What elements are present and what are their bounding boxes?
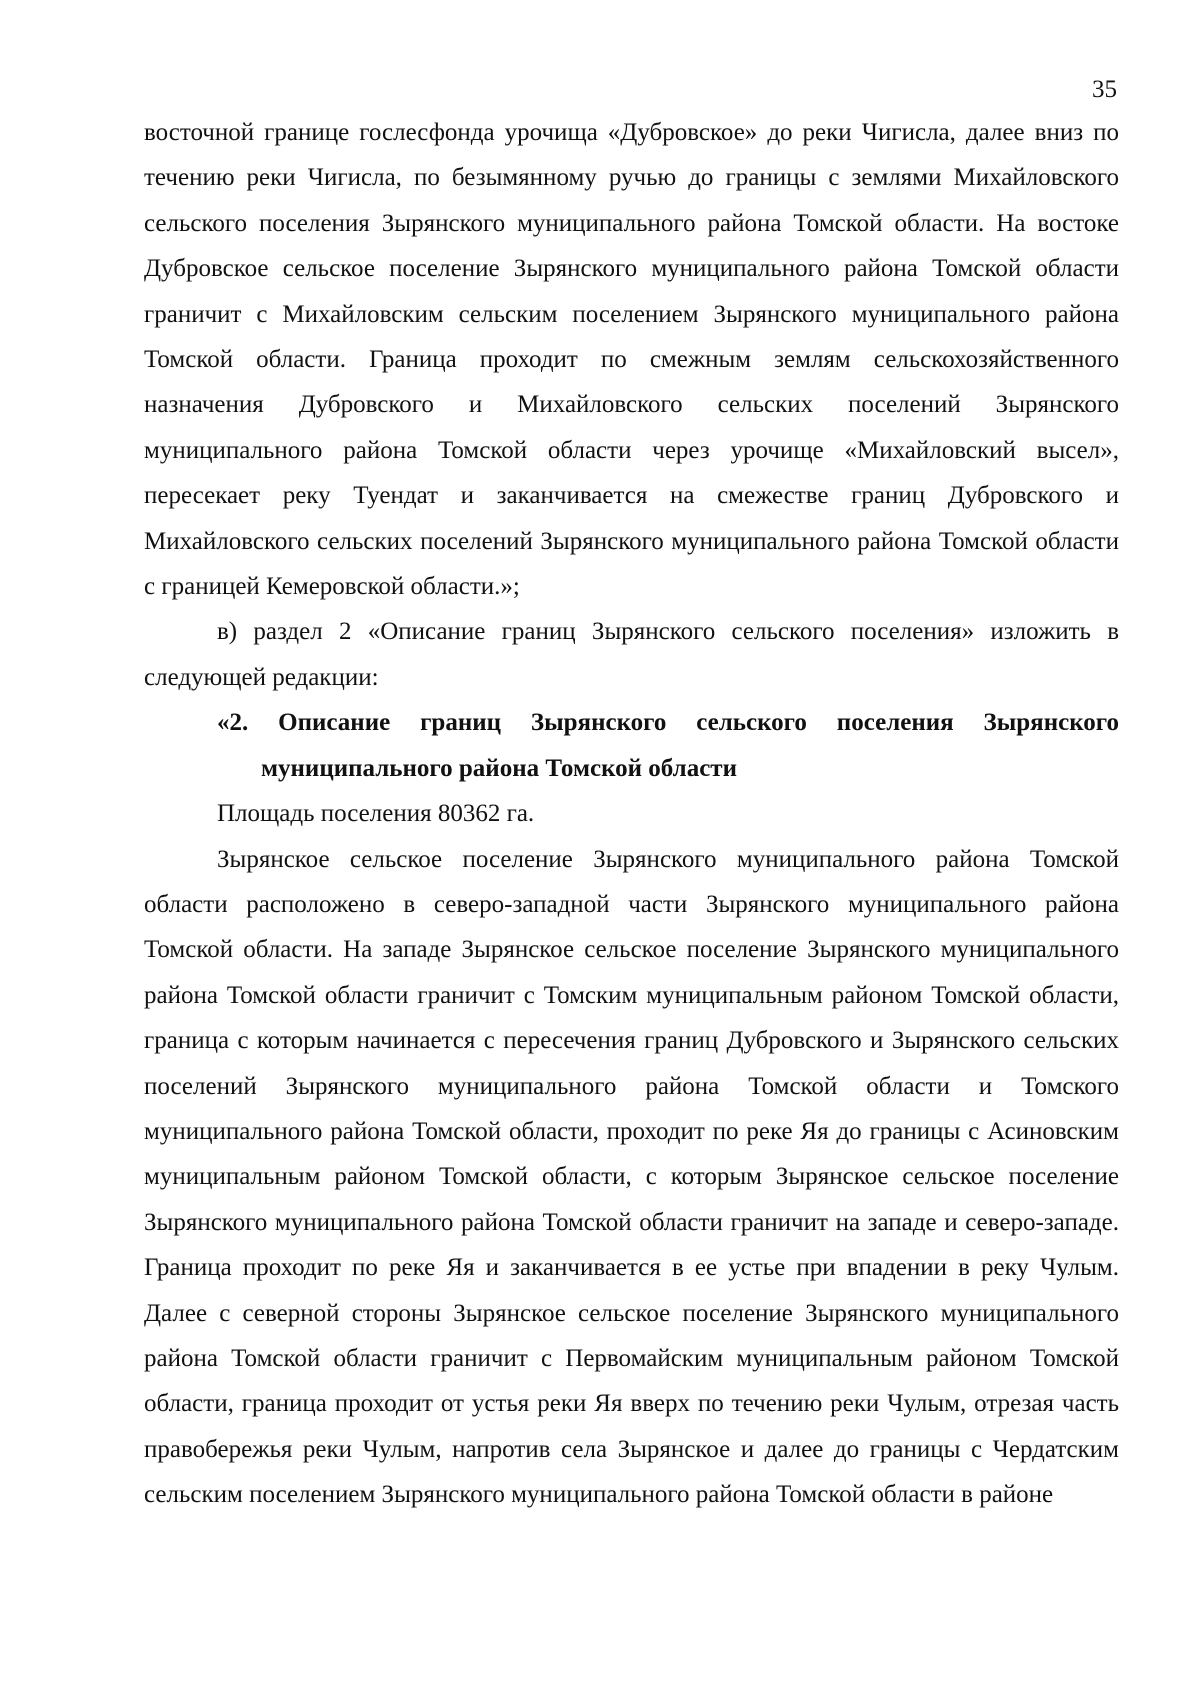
page-number: 35 <box>1092 76 1117 103</box>
paragraph-amendment-item-v: в) раздел 2 «Описание границ Зырянского сельского поселения» изложить в следующей редакции: <box>144 618 1119 691</box>
document-body <box>144 110 1119 1518</box>
paragraph-zyryanskoe-boundary: Зырянское сельское поселение Зырянского муниципального района Томской области расположено в северо-западной части Зырянского муниципального района Томской области. На западе Зырянское сельское поселение Зырянского муниципального района Томской области граничит с Томским муниципальным районом Томской области, граница с которым начинается с пересечения границ Дубровского и Зырянского сельских поселений Зырянского муниципального района Томской области и Томского муниципального района Томской области, проходит по реке Яя до границы с Асиновским муниципальным районом Томской области, с которым Зырянское сельское поселение Зырянского муниципального района Томской области граничит на западе и северо-западе. Граница проходит по реке Яя и заканчивается в ее устье при впадении в реку Чулым. Далее с северной стороны Зырянское сельское поселение Зырянского муниципального района Томской области граничит с Первомайским муниципальным районом Томской области, граница проходит от устья реки Яя вверх по течению реки Чулым, отрезая часть правобережья реки Чулым, напротив села Зырянское и далее до границы с Чердатским сельским поселением Зырянского муниципального района Томской области в районе <box>144 845 1119 1509</box>
paragraph-area: Площадь поселения 80362 га. <box>217 800 535 828</box>
paragraph-boundary-continuation: восточной границе гослесфонда урочища «Дубровское» до реки Чигисла, далее вниз по течению реки Чигисла, по безымянному ручью до границы с землями Михайловского сельского поселения Зырянского муниципального района Томской области. На востоке Дубровское сельское поселение Зырянского муниципального района Томской области граничит с Михайловским сельским поселением Зырянского муниципального района Томской области. Граница проходит по смежным землям сельскохозяйственного назначения Дубровского и Михайловского сельских поселений Зырянского муниципального района Томской области через урочище «Михайловский высел», пересекает реку Туендат и заканчивается на смежестве границ Дубровского и Михайловского сельских поселений Зырянского муниципального района Томской области с границей Кемеровской области.»; <box>144 119 1119 601</box>
section-heading: «2. Описание границ Зырянского сельского поселения Зырянского муниципального района Томской области <box>217 709 1119 782</box>
